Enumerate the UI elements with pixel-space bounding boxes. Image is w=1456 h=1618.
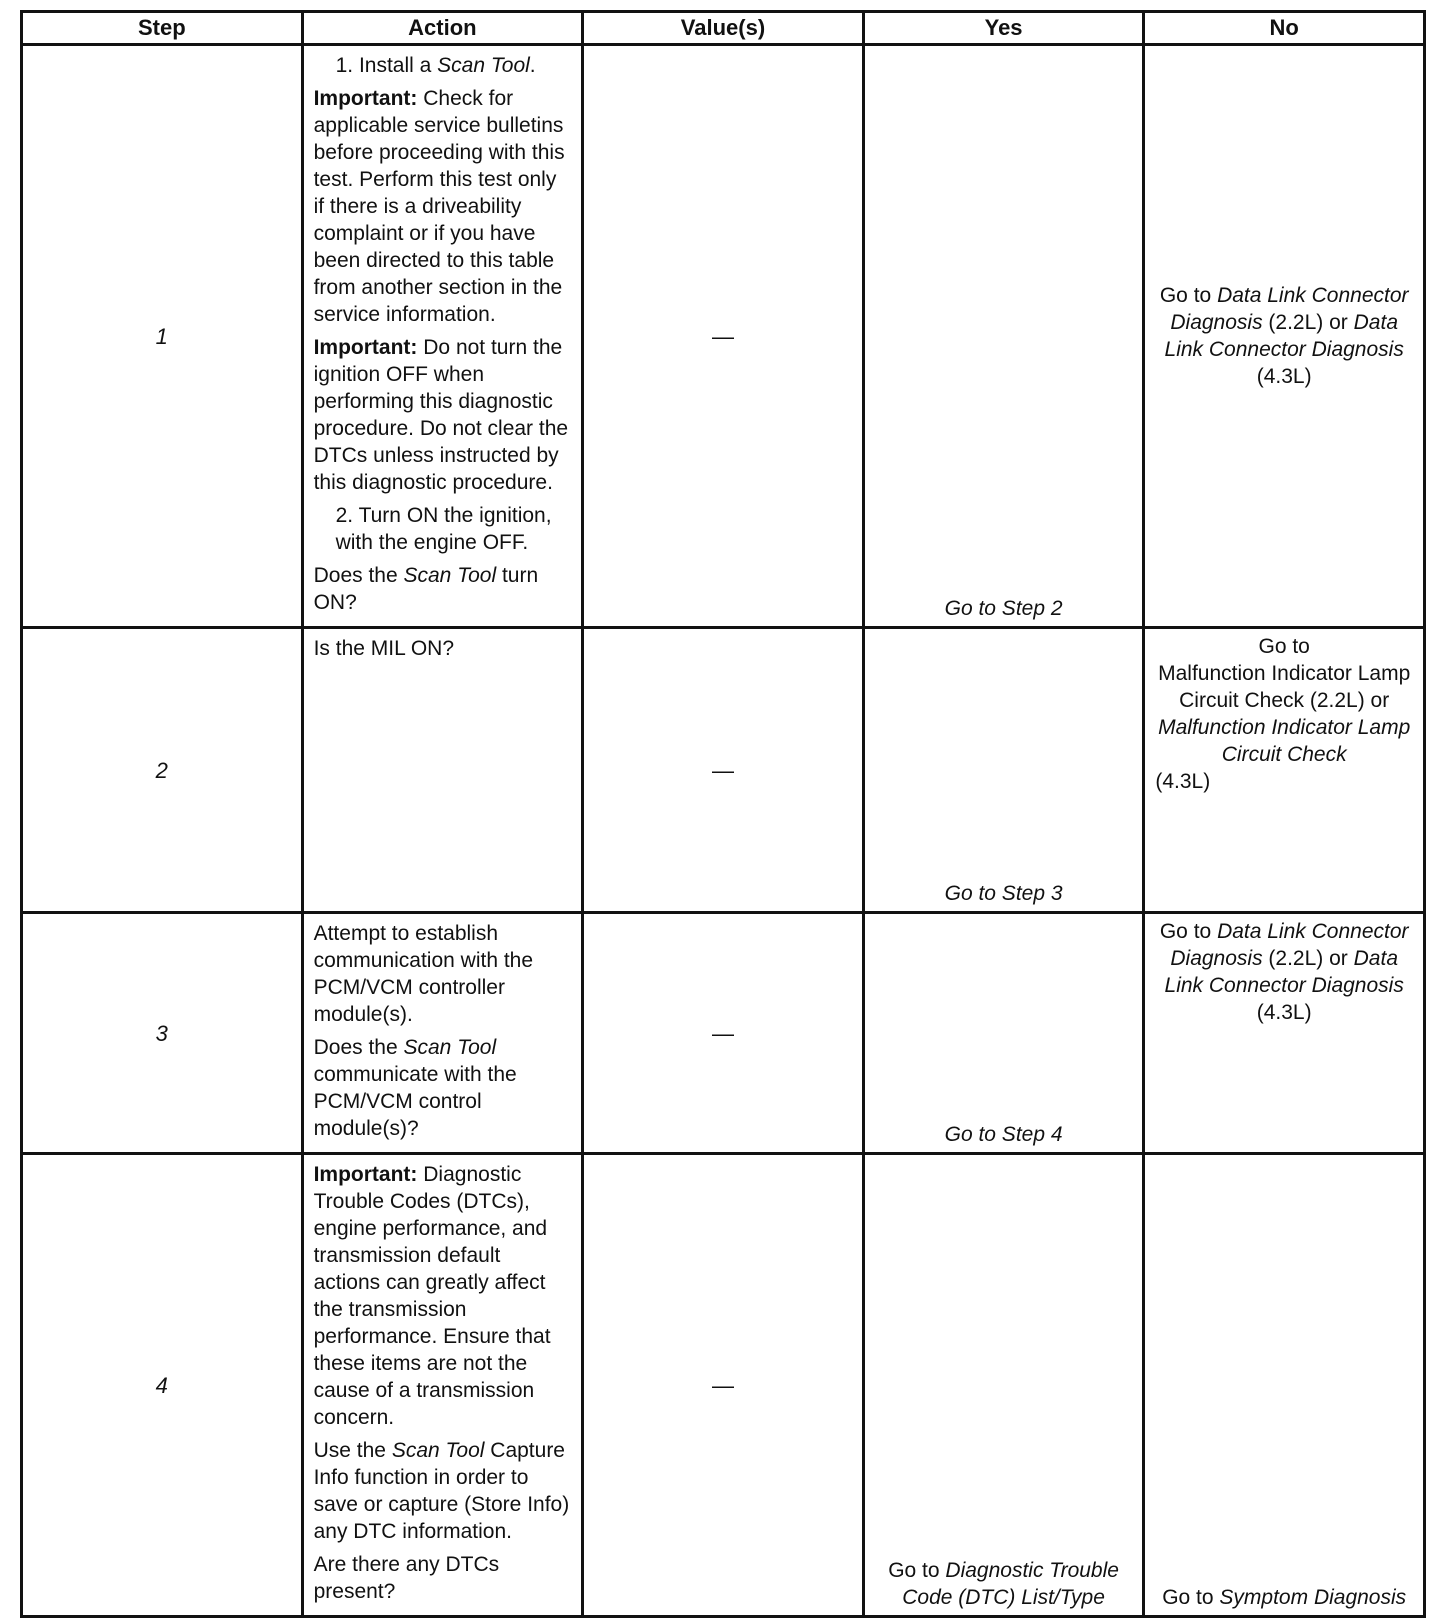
action-cell	[302, 1154, 583, 1617]
no-cell: Go to Data Link Connector Diagnosis (2.2L) or Data Link Connector Diagnosis (4.3L)	[1144, 45, 1425, 628]
header-step: Step	[22, 12, 303, 45]
yes-cell: Go to Diagnostic Trouble Code (DTC) List/Type	[863, 1154, 1144, 1617]
no-link[interactable]: Symptom Diagnosis	[1219, 1586, 1407, 1609]
no-cell: Go to Malfunction Indicator Lamp Circuit Check (2.2L) or Malfunction Indicator Lamp Circuit Check (4.3L)	[1144, 628, 1425, 913]
table-row	[22, 1154, 1425, 1617]
table-header-row	[22, 12, 1425, 45]
step-number: 1	[22, 45, 303, 628]
no-cell: Go to Symptom Diagnosis	[1144, 1154, 1425, 1617]
yes-link[interactable]: Go to Step 2	[944, 597, 1063, 620]
table-row	[22, 45, 1425, 628]
table-row	[22, 628, 1425, 913]
numbered-item: 2. Turn ON the ignition, with the engine OFF.	[335, 504, 552, 554]
header-yes: Yes	[863, 12, 1144, 45]
header-values: Value(s)	[583, 12, 864, 45]
no-cell: Go to Data Link Connector Diagnosis (2.2L) or Data Link Connector Diagnosis (4.3L)	[1144, 913, 1425, 1154]
no-link[interactable]: Data Link Connector Diagnosis	[1164, 947, 1404, 997]
important-note: Important: Diagnostic Trouble Codes (DTCs), engine performance, and transmission default actions can greatly affect the transmission performance. Ensure that these items are not the cause of a transmission concern.	[313, 1163, 551, 1429]
value-cell: —	[583, 913, 864, 1154]
no-link[interactable]: Malfunction Indicator Lamp Circuit Check	[1158, 662, 1411, 712]
step-number: 4	[22, 1154, 303, 1617]
step-number: 2	[22, 628, 303, 913]
action-question: Are there any DTCs present?	[313, 1553, 500, 1603]
action-cell	[302, 45, 583, 628]
action-question: Does the Scan Tool turn ON?	[313, 564, 539, 614]
no-link[interactable]: Data Link Connector Diagnosis	[1170, 284, 1409, 334]
important-note: Important: Check for applicable service bulletins before proceeding with this test. Perform this test only if there is a driveability complaint or if you have been directed to this table from another section in the service information.	[313, 87, 565, 326]
important-note: Important: Do not turn the ignition OFF when performing this diagnostic procedure. Do not clear the DTCs unless instructed by this diagnostic procedure.	[313, 336, 569, 494]
value-cell: —	[583, 1154, 864, 1617]
value-cell: —	[583, 628, 864, 913]
yes-cell	[863, 45, 1144, 628]
header-action: Action	[302, 12, 583, 45]
value-cell: —	[583, 45, 864, 628]
step-number: 3	[22, 913, 303, 1154]
action-cell	[302, 628, 583, 913]
header-no: No	[1144, 12, 1425, 45]
numbered-item: 1. Install a Scan Tool.	[335, 54, 536, 77]
action-paragraph: Attempt to establish communication with the PCM/VCM controller module(s).	[313, 922, 534, 1026]
diagnostic-table	[20, 10, 1426, 1618]
yes-link[interactable]: Go to Step 4	[944, 1123, 1063, 1146]
yes-cell	[863, 913, 1144, 1154]
no-link[interactable]: Data Link Connector Diagnosis	[1170, 920, 1409, 970]
table-row	[22, 913, 1425, 1154]
action-paragraph: Use the Scan Tool Capture Info function in order to save or capture (Store Info) any DTC information.	[313, 1439, 570, 1543]
no-link[interactable]: Malfunction Indicator Lamp Circuit Check	[1158, 716, 1411, 766]
no-link[interactable]: Data Link Connector Diagnosis	[1164, 311, 1404, 361]
yes-cell	[863, 628, 1144, 913]
diagnostic-document	[20, 10, 1426, 1618]
yes-link[interactable]: Diagnostic Trouble Code (DTC) List/Type	[902, 1559, 1119, 1609]
action-question: Does the Scan Tool communicate with the PCM/VCM control module(s)?	[313, 1036, 517, 1140]
action-question: Is the MIL ON?	[313, 637, 455, 660]
action-cell	[302, 913, 583, 1154]
yes-link[interactable]: Go to Step 3	[944, 882, 1063, 905]
